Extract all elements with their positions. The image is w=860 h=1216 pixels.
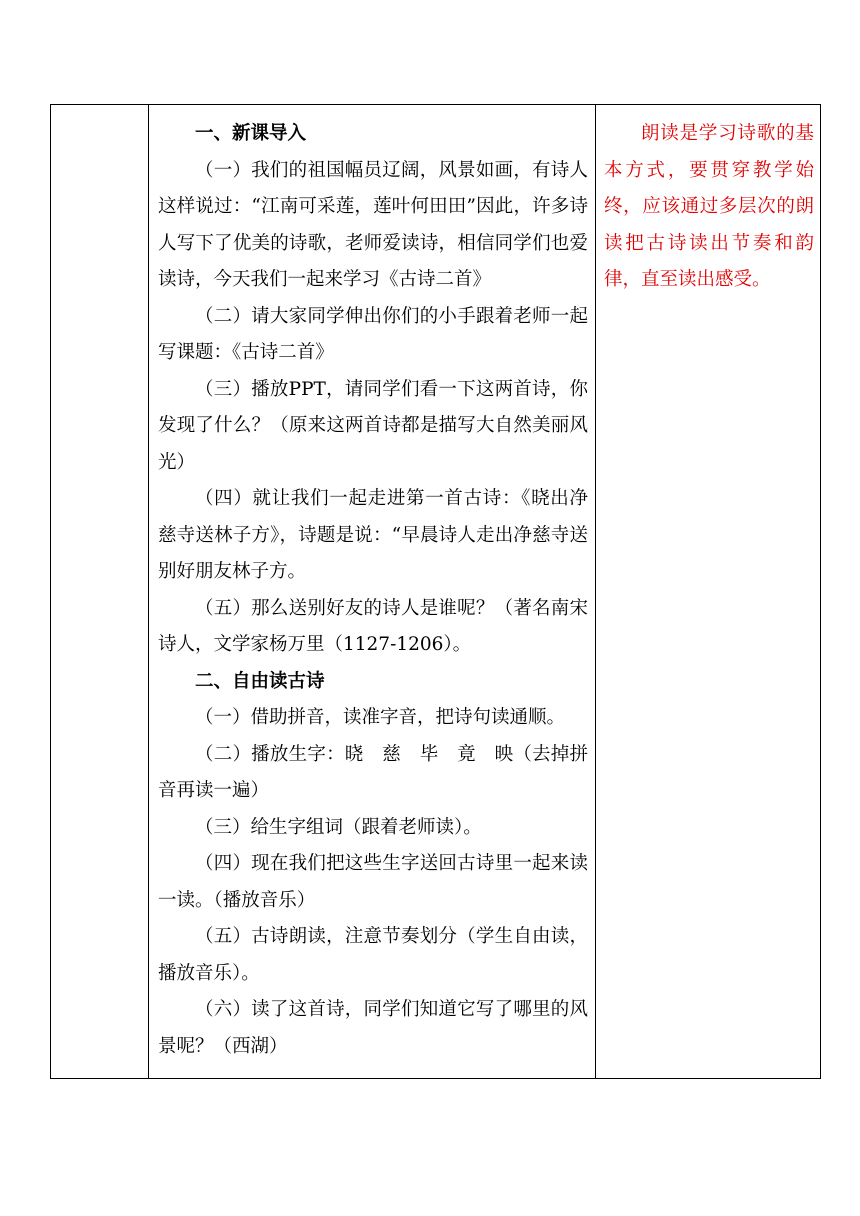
section-heading-intro: 一、新课导入	[195, 123, 307, 144]
paragraph-reading-3: （三）给生字组词（跟着老师读）。	[195, 816, 482, 838]
lesson-plan-table	[50, 104, 821, 1079]
section-heading-reading: 二、自由读古诗	[195, 670, 325, 692]
design-note-cell	[596, 105, 821, 1079]
paragraph-intro-4: （四）就让我们一起走进第一首古诗：《晓出净慈寺送林子方》，诗题是说：“早晨诗人走出净慈寺送别好朋友林子方。	[158, 488, 588, 582]
paragraph-reading-6: （六）读了这首诗，同学们知道它写了哪里的风景呢？（西湖）	[158, 999, 588, 1057]
design-note-text: 朗读是学习诗歌的基本方式，要贯穿教学始终，应该通过多层次的朗读把古诗读出节奏和韵律，直至读出感受。	[604, 123, 814, 290]
left-empty-cell	[51, 105, 149, 1079]
paragraph-reading-5: （五）古诗朗读，注意节奏划分（学生自由读，播放音乐）。	[158, 926, 588, 984]
paragraph-reading-1: （一）借助拼音，读准字音，把诗句读通顺。	[195, 707, 566, 728]
paragraph-intro-1: （一）我们的祖国幅员辽阔，风景如画，有诗人这样说过：“江南可采莲，莲叶何田田”因此，许多诗人写下了优美的诗歌，老师爱读诗，相信同学们也爱读诗，今天我们一起来学习《古诗二首》	[158, 159, 588, 290]
table-row	[51, 105, 821, 1079]
teaching-process-cell	[149, 105, 596, 1079]
paragraph-reading-4: （四）现在我们把这些生字送回古诗里一起来读一读。（播放音乐）	[158, 853, 588, 911]
paragraph-intro-5: （五）那么送别好友的诗人是谁呢？（著名南宋诗人，文学家杨万里（1127-1206）。	[158, 597, 588, 655]
paragraph-reading-2: （二）播放生字：晓 慈 毕 竟 映（去掉拼音再读一遍）	[158, 743, 588, 801]
paragraph-intro-2: （二）请大家同学伸出你们的小手跟着老师一起写课题：《古诗二首》	[158, 305, 588, 363]
paragraph-intro-3: （三）播放PPT，请同学们看一下这两首诗，你发现了什么？（原来这两首诗都是描写大自然美丽风光）	[158, 378, 588, 473]
